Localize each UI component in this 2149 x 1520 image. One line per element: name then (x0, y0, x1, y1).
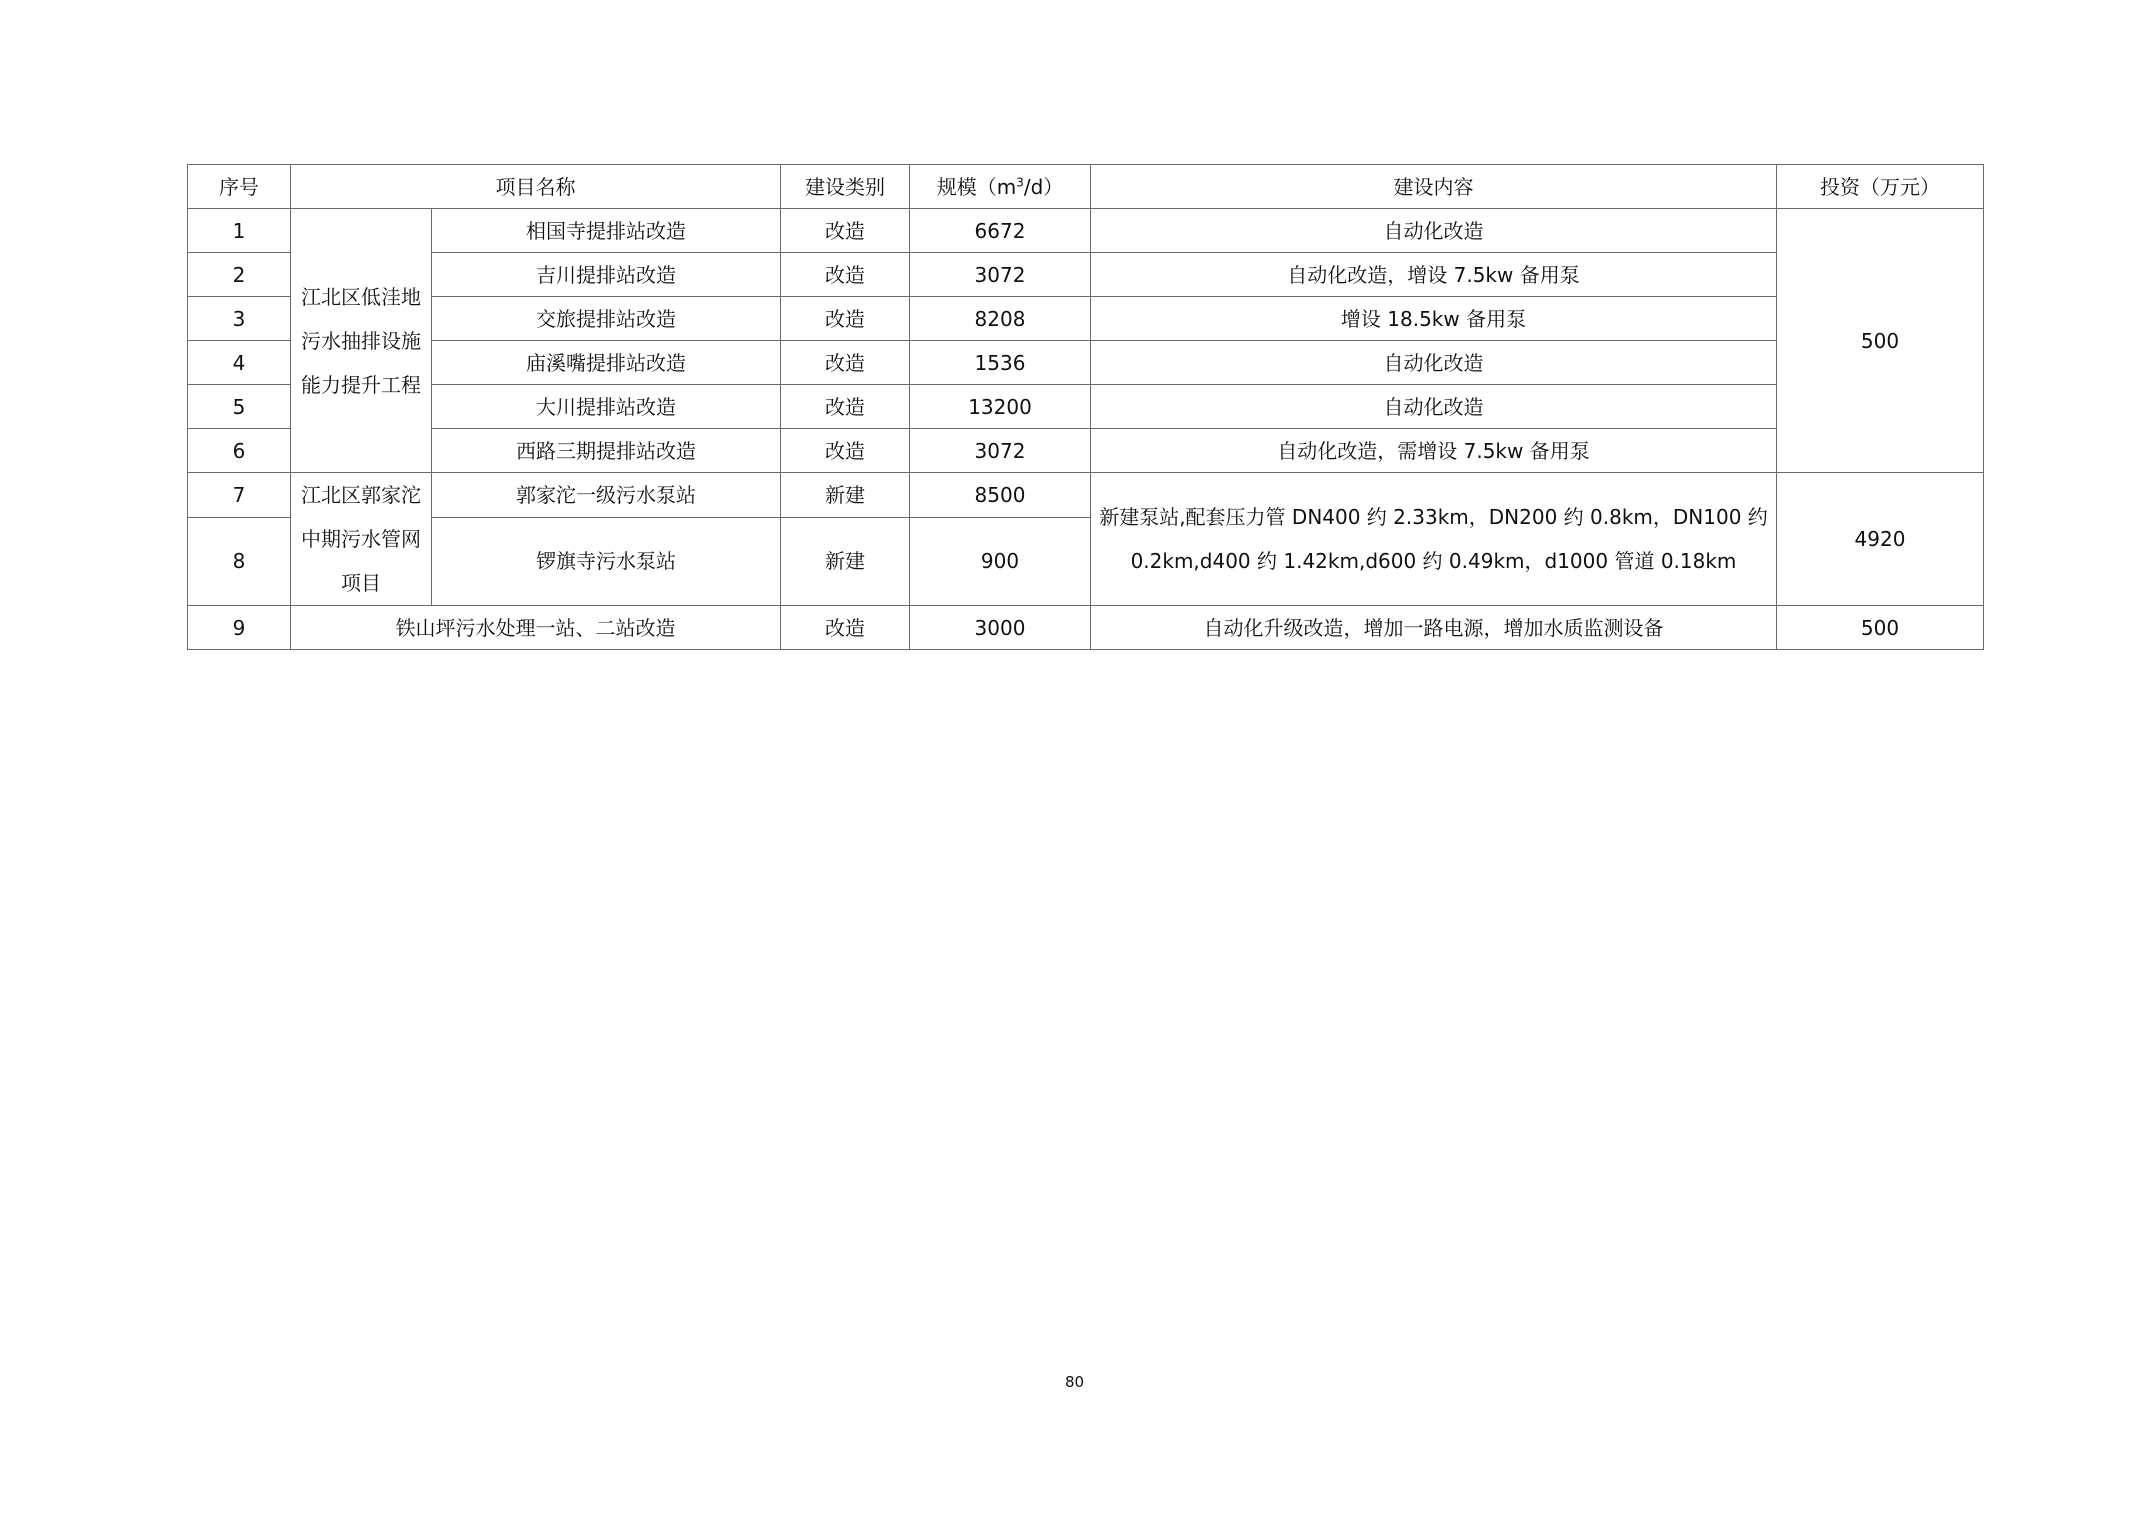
table-row (188, 606, 1984, 650)
row-scale: 8208 (910, 297, 1091, 341)
header-scale-prefix: 规模（m (936, 174, 1017, 199)
header-scale (910, 165, 1091, 209)
row-type: 改造 (781, 385, 910, 429)
row-no: 1 (188, 209, 291, 253)
row-name: 相国寺提排站改造 (432, 209, 781, 253)
group-name-cell: 江北区低洼地污水抽排设施能力提升工程 (291, 209, 432, 473)
header-no: 序号 (188, 165, 291, 209)
row-scale: 3072 (910, 429, 1091, 473)
row-content: 自动化改造 (1091, 341, 1777, 385)
header-scale-suffix: /d） (1023, 174, 1064, 199)
row-name: 锣旗寺污水泵站 (432, 517, 781, 605)
row-no: 4 (188, 341, 291, 385)
row-no: 8 (188, 517, 291, 605)
row-type: 改造 (781, 429, 910, 473)
group-content-cell: 新建泵站,配套压力管 DN400 约 2.33km，DN200 约 0.8km，DN100 约 0.2km,d400 约 1.42km,d600 约 0.49km，d1000 管道 0.18km (1091, 473, 1777, 606)
group-invest-cell: 4920 (1777, 473, 1984, 606)
row-name: 郭家沱一级污水泵站 (432, 473, 781, 518)
row-content: 自动化改造 (1091, 385, 1777, 429)
table-row (188, 429, 1984, 473)
row-content: 增设 18.5kw 备用泵 (1091, 297, 1777, 341)
row-scale: 1536 (910, 341, 1091, 385)
header-row (188, 165, 1984, 209)
row-scale: 6672 (910, 209, 1091, 253)
project-table (187, 164, 1984, 650)
table-row (188, 385, 1984, 429)
row-no: 6 (188, 429, 291, 473)
row-invest: 500 (1777, 606, 1984, 650)
row-content: 自动化升级改造，增加一路电源，增加水质监测设备 (1091, 606, 1777, 650)
row-content: 自动化改造 (1091, 209, 1777, 253)
row-type: 改造 (781, 341, 910, 385)
table-row (188, 341, 1984, 385)
row-content: 自动化改造，增设 7.5kw 备用泵 (1091, 253, 1777, 297)
header-invest: 投资（万元） (1777, 165, 1984, 209)
row-scale: 13200 (910, 385, 1091, 429)
row-no: 2 (188, 253, 291, 297)
header-content: 建设内容 (1091, 165, 1777, 209)
table-row (188, 253, 1984, 297)
row-no: 7 (188, 473, 291, 518)
row-scale: 3000 (910, 606, 1091, 650)
row-scale: 900 (910, 517, 1091, 605)
row-scale: 3072 (910, 253, 1091, 297)
header-scale-sup: 3 (1016, 174, 1024, 189)
group-name-cell: 江北区郭家沱中期污水管网项目 (291, 473, 432, 606)
row-type: 改造 (781, 253, 910, 297)
page-number: 80 (1064, 1373, 1085, 1391)
table-row (188, 209, 1984, 253)
row-name: 铁山坪污水处理一站、二站改造 (291, 606, 781, 650)
row-type: 新建 (781, 473, 910, 518)
row-type: 新建 (781, 517, 910, 605)
row-content: 自动化改造，需增设 7.5kw 备用泵 (1091, 429, 1777, 473)
row-name: 大川提排站改造 (432, 385, 781, 429)
row-name: 庙溪嘴提排站改造 (432, 341, 781, 385)
row-type: 改造 (781, 606, 910, 650)
row-scale: 8500 (910, 473, 1091, 518)
header-type: 建设类别 (781, 165, 910, 209)
group-invest-cell: 500 (1777, 209, 1984, 473)
row-name: 吉川提排站改造 (432, 253, 781, 297)
row-type: 改造 (781, 297, 910, 341)
row-name: 西路三期提排站改造 (432, 429, 781, 473)
row-name: 交旅提排站改造 (432, 297, 781, 341)
table-row (188, 473, 1984, 518)
row-type: 改造 (781, 209, 910, 253)
header-name: 项目名称 (291, 165, 781, 209)
table-row (188, 297, 1984, 341)
row-no: 3 (188, 297, 291, 341)
row-no: 5 (188, 385, 291, 429)
row-no: 9 (188, 606, 291, 650)
